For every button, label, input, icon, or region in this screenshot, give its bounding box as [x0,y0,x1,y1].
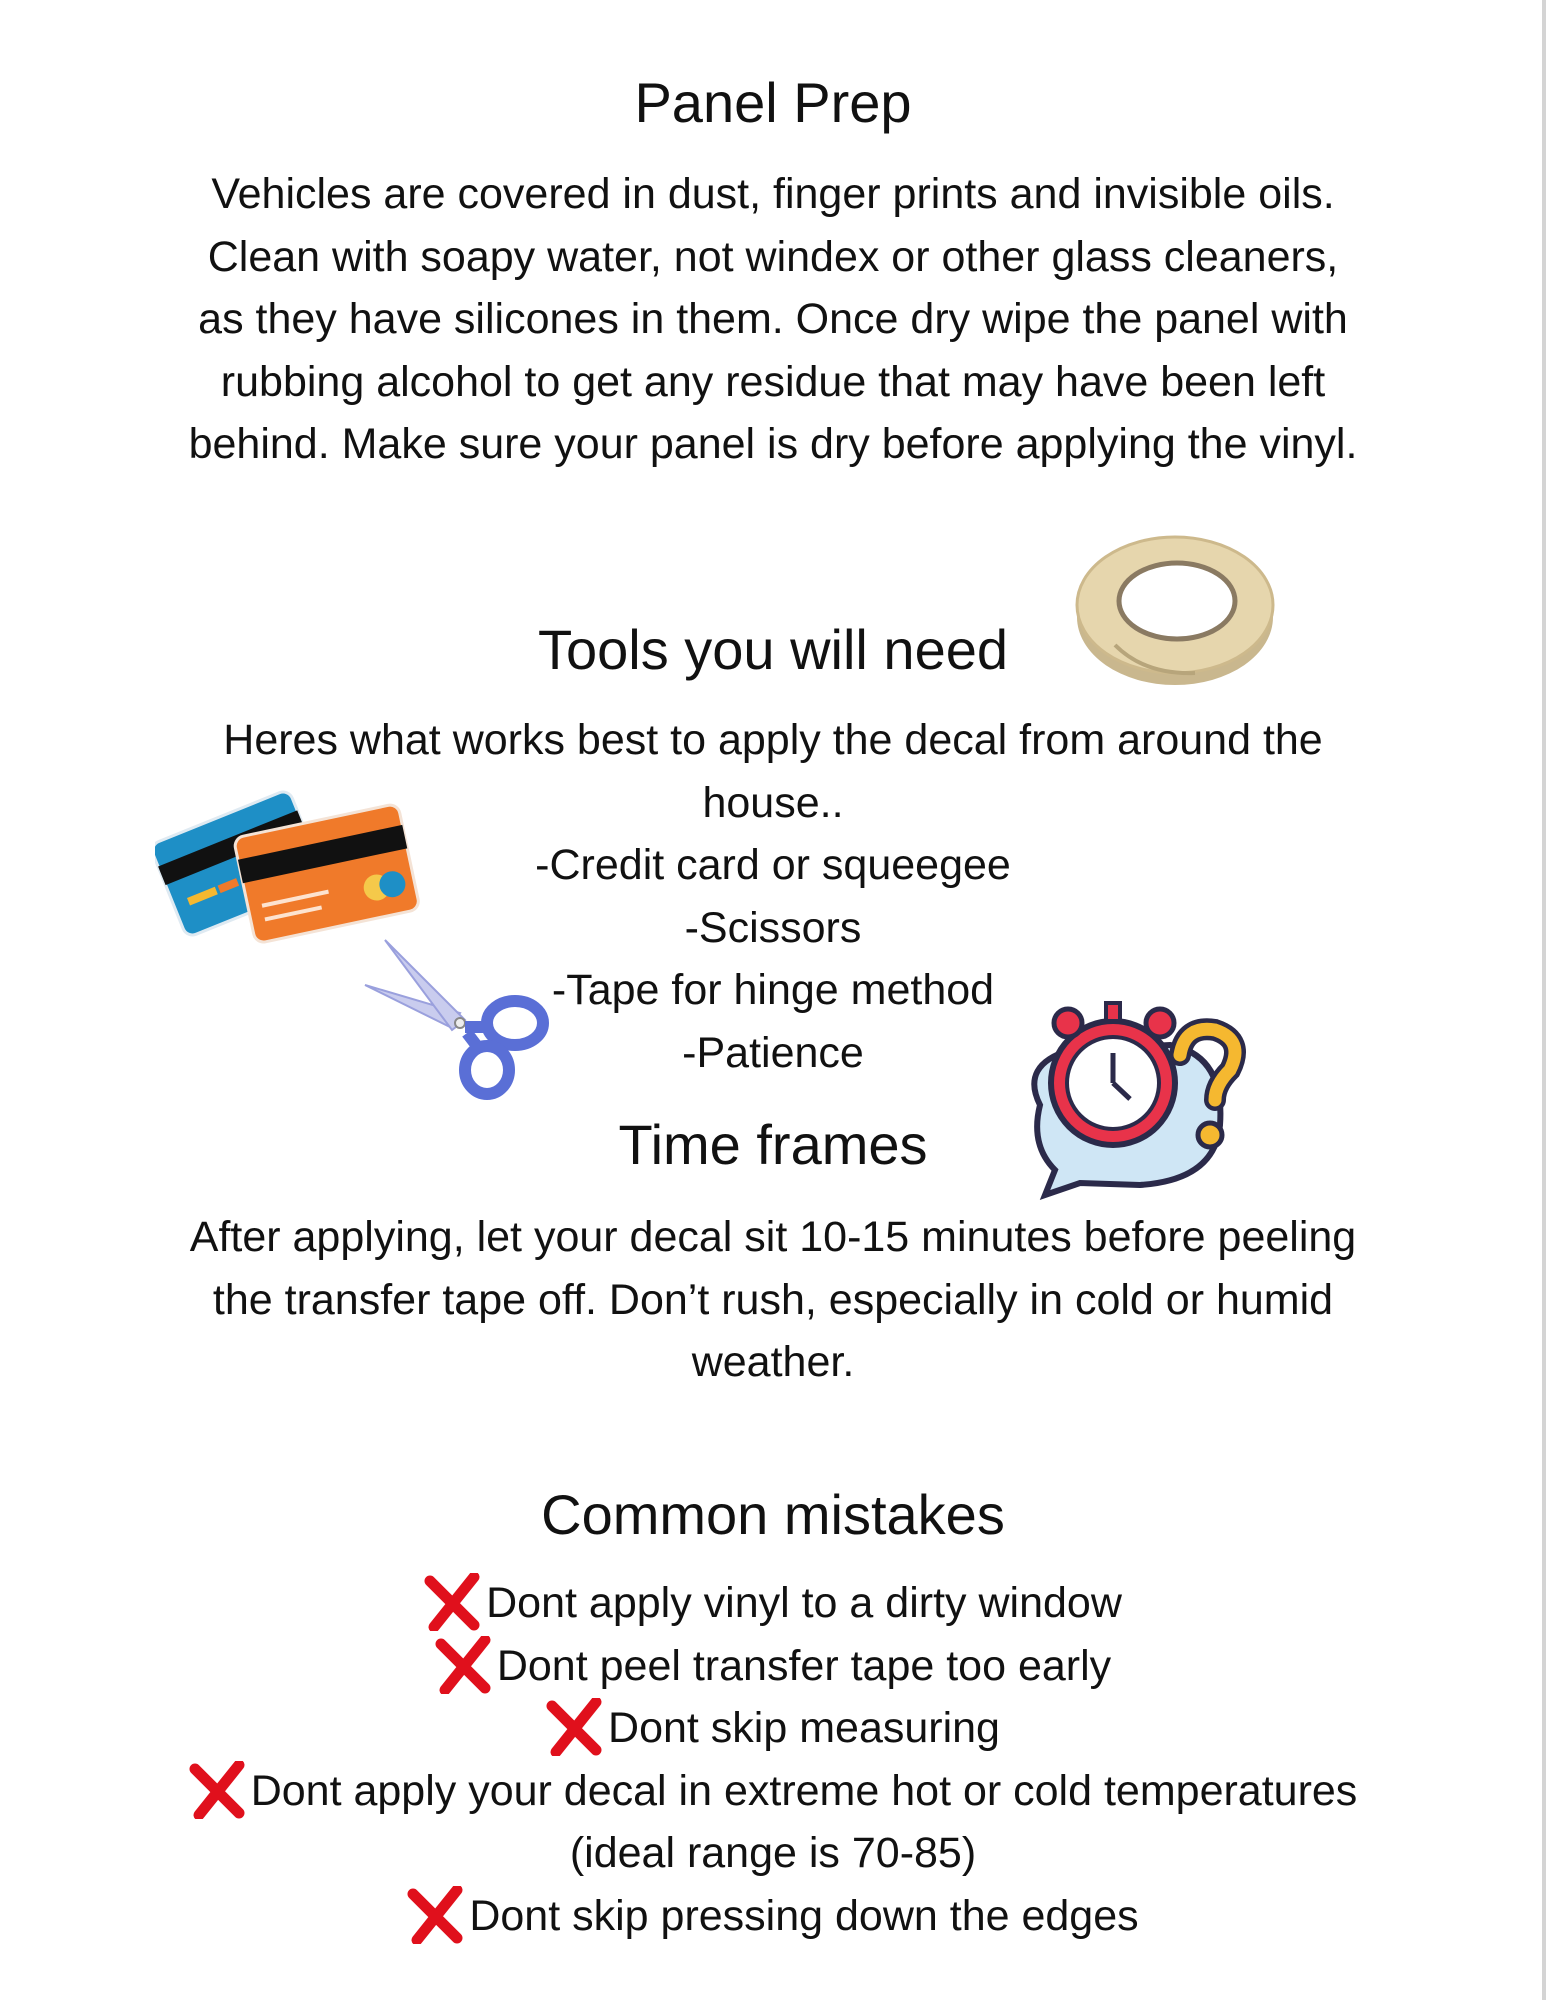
mistake-text: (ideal range is 70-85) [569,1829,977,1877]
mistake-item [0,1697,1546,1760]
scissors-icon [355,935,555,1105]
mistake-text: Dont apply vinyl to a dirty window [486,1579,1122,1627]
panel-prep-line: Clean with soapy water, not windex or other glass cleaners, [207,232,1339,281]
mistakes-list [0,1572,1546,1947]
mistake-item [0,1885,1546,1948]
mistake-text: Dont skip measuring [608,1704,1000,1752]
time-frames-paragraph [0,1206,1546,1394]
tools-line: -Scissors [684,903,862,952]
common-mistakes-title: Common mistakes [541,1483,1005,1546]
red-x-icon [407,1886,465,1944]
tools-line: -Patience [682,1028,864,1077]
panel-prep-line: Vehicles are covered in dust, finger prints and invisible oils. [211,170,1335,218]
mistake-text: Dont skip pressing down the edges [469,1891,1139,1940]
panel-prep-line: behind. Make sure your panel is dry before applying the vinyl. [188,420,1358,468]
panel-prep-title: Panel Prep [634,71,912,134]
tools-line: -Tape for hinge method [551,966,995,1014]
panel-prep-line: rubbing alcohol to get any residue that may have been left [220,357,1326,406]
time-frames-line: weather. [691,1338,855,1386]
panel-prep-paragraph [0,163,1546,476]
red-x-icon [424,1573,482,1631]
mistake-item [0,1760,1546,1823]
tools-title: Tools you will need [537,618,1009,681]
time-frames-line: After applying, let your decal sit 10-15 minutes before peeling [189,1213,1357,1261]
tools-line: Heres what works best to apply the decal from around the [223,716,1323,764]
mistake-item [0,1635,1546,1698]
mistake-text: Dont apply your decal in extreme hot or cold temperatures [250,1766,1358,1815]
red-x-icon [189,1761,247,1819]
time-frames-title: Time frames [618,1113,928,1176]
red-x-icon [435,1636,493,1694]
panel-prep-line: as they have silicones in them. Once dry wipe the panel with [198,295,1348,343]
red-x-icon [546,1698,604,1756]
tools-line: -Credit card or squeegee [535,841,1011,889]
mistake-item-continued [0,1822,1546,1885]
credit-cards-icon [155,780,425,955]
alarm-clock-question-icon [1010,995,1260,1205]
mistake-item [0,1572,1546,1635]
mistake-text: Dont peel transfer tape too early [496,1641,1112,1690]
tools-line: house.. [702,778,844,827]
time-frames-line: the transfer tape off. Don’t rush, especially in cold or humid [212,1275,1334,1324]
